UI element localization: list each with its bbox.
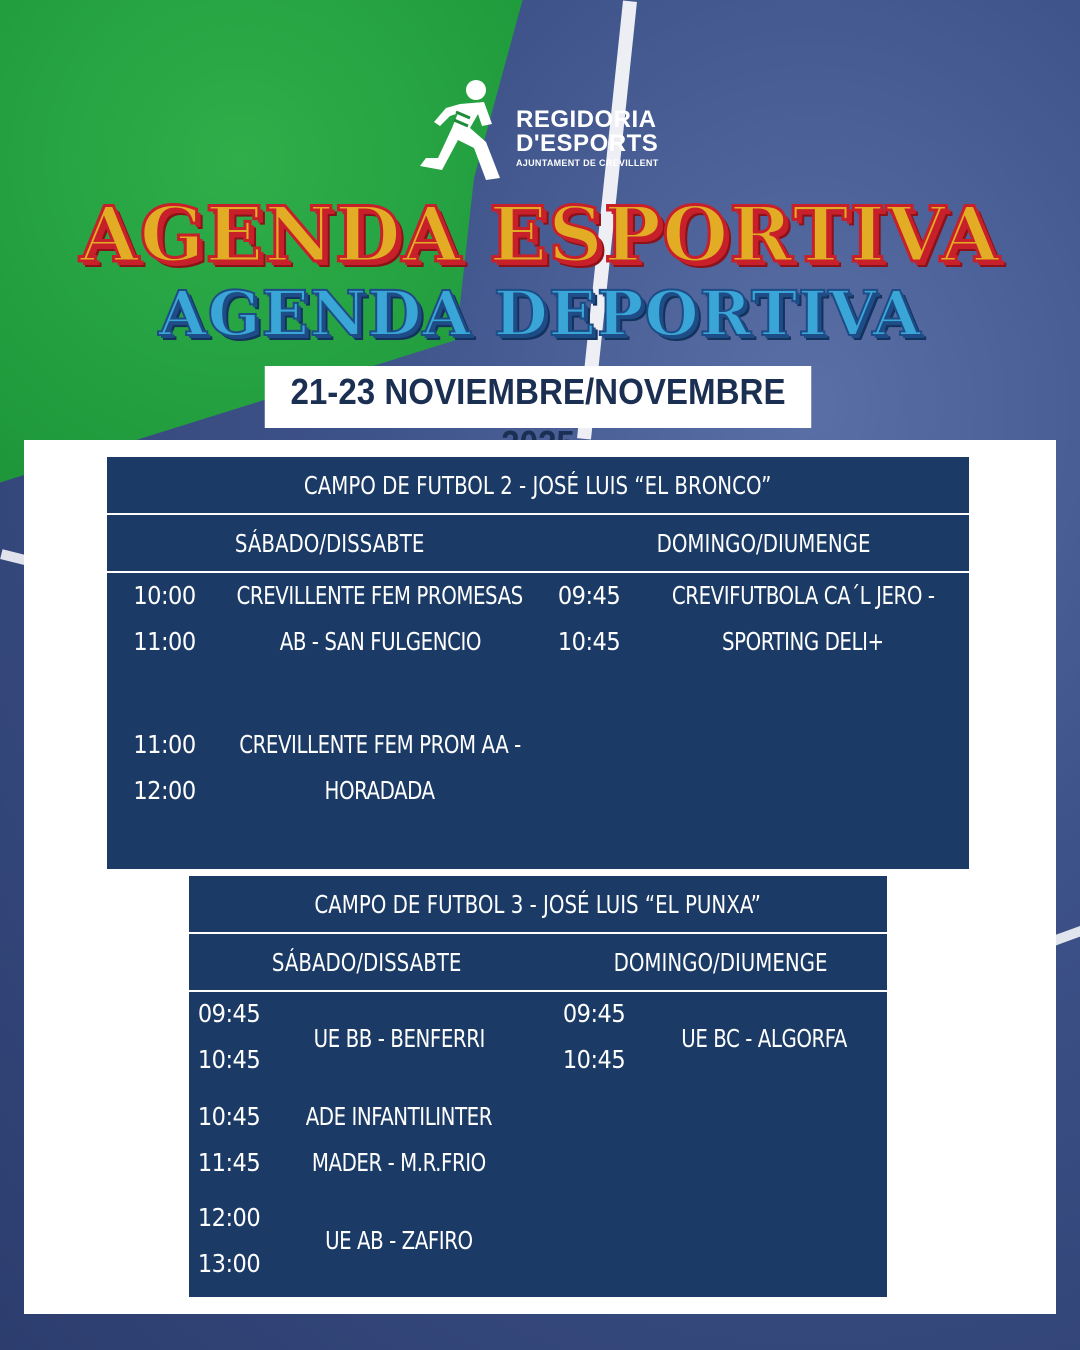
end-time: 11:45 [197, 1148, 261, 1177]
start-time: 12:00 [197, 1203, 261, 1232]
start-time: 10:00 [133, 581, 196, 610]
match-name: ADE INFANTILINTER MADER - M.R.FRIO [305, 1102, 493, 1177]
start-time: 09:45 [197, 999, 261, 1028]
title-main: AGENDA ESPORTIVA [79, 190, 1001, 279]
match-name: CREVILLENTE FEM PROMESAS AB - SAN FULGENCIO [236, 581, 524, 656]
field2-saturday-label: SÁBADO/DISSABTE [234, 528, 425, 558]
date-range: 21-23 NOVIEMBRE/NOVEMBRE [265, 366, 811, 428]
logo-text [516, 108, 659, 170]
field2-title-row [107, 457, 969, 515]
field3-table [189, 876, 887, 1297]
table-row [557, 991, 631, 1083]
field2-day-row [107, 515, 969, 573]
end-time: 12:00 [133, 776, 196, 805]
logo-line-2: D'ESPORTS [516, 130, 659, 157]
match-name: CREVILLENTE FEM PROM AA - HORADADA [239, 730, 521, 805]
match-name: UE AB - ZAFIRO [325, 1226, 473, 1255]
end-time: 13:00 [197, 1249, 261, 1278]
end-time: 11:00 [133, 627, 196, 656]
table-row [193, 1094, 265, 1186]
table-row [193, 1195, 265, 1287]
field3-title-row [189, 876, 887, 934]
match-name: UE BC - ALGORFA [681, 1024, 847, 1053]
match-name: CREVIFUTBOLA CA´L JERO - SPORTING DELI+ [671, 581, 935, 656]
runner-icon [416, 78, 512, 182]
field3-title: CAMPO DE FUTBOL 3 - JOSÉ LUIS “EL PUNXA” [314, 889, 762, 919]
end-time: 10:45 [562, 1045, 626, 1074]
regidoria-logo [416, 78, 666, 182]
field3-day-row [189, 934, 887, 992]
start-time: 11:00 [133, 730, 196, 759]
title-sub: AGENDA DEPORTIVA [158, 277, 922, 350]
start-time: 10:45 [197, 1102, 261, 1131]
table-row [545, 573, 633, 665]
table-row [117, 573, 212, 665]
match-name: UE BB - BENFERRI [313, 1024, 485, 1053]
table-row [193, 991, 265, 1083]
field3-saturday-label: SÁBADO/DISSABTE [271, 947, 462, 977]
start-time: 09:45 [557, 581, 621, 610]
logo-line-1: REGIDORIA [516, 106, 657, 133]
field2-table [107, 457, 969, 869]
field2-title: CAMPO DE FUTBOL 2 - JOSÉ LUIS “EL BRONCO” [304, 470, 772, 500]
end-time: 10:45 [197, 1045, 261, 1074]
field2-sunday-label: DOMINGO/DIUMENGE [656, 528, 871, 558]
table-row [117, 722, 212, 814]
start-time: 09:45 [562, 999, 626, 1028]
logo-line-3: AJUNTAMENT DE CREVILLENT [516, 158, 659, 168]
end-time: 10:45 [557, 627, 621, 656]
field3-sunday-label: DOMINGO/DIUMENGE [613, 947, 828, 977]
